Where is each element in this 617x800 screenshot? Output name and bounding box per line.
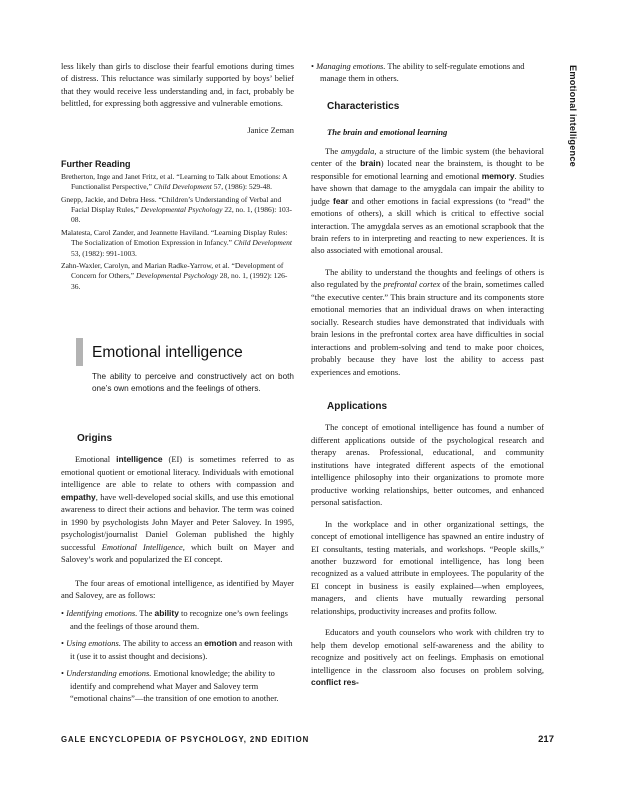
reference-item [61,172,294,193]
keyword: conflict res- [311,677,359,688]
keyword: empathy [61,491,96,502]
text-run: • [311,61,317,71]
italic-text: Child Development [153,182,212,192]
keyword: fear [332,195,349,206]
italic-text: Using emotions. [66,638,121,649]
text-run: . Studies have shown that damage to the amygdala can impair the ability to judge [311,170,544,206]
text-run: 57, (1986): 529-48. [211,182,273,192]
left-column [61,60,294,705]
keyword: emotion [204,638,237,649]
entry-title: Emotional intelligence [92,344,243,362]
text-run: The ability to self-regulate emotions and manage them in others. [320,61,525,84]
italic-text: prefrontal cortex [383,279,441,290]
brain-paragraph [311,266,544,378]
text-run: • [61,608,67,619]
text-run: Malatesta, Carol Zander, and Jeannette Haviland. “Learning Display Rules: The Socialization of Emotion Expression in Infancy.” [61,227,288,248]
italic-text: Developmental Psychology [140,204,223,214]
text-run: ) located near the brainstem, is thought to be responsible for emotional learning and emotional [311,158,544,181]
origins-heading: Origins [77,433,113,444]
text-run: 28, no. 1, (1992): 126-36. [71,271,288,291]
characteristics-heading: Characteristics [327,100,400,112]
text-run: In the workplace and in other organizational settings, the concept of emotional intelligence has spawned an entire industry of EI consultants, testing materials, and workshops. “People skills,” another buzzword for emotional intelligence, has long been recognized as a valued attribute in employees. The popularity of the EI concept in business is easily explained—when employees, managers, and clients have mutually rewarding personal relationships, productivity increases and profits follow. [311,518,544,616]
text-run: Gnepp, Jackie, and Debra Hess. “Children’s Understanding of Verbal and Facial Display Rules,” [61,194,282,214]
text-run: , have well-developed social skills, and use this emotional awareness to direct their actions and behavior. The term was coined in 1990 by psychologists John Mayer and Peter Salovey. In 1995, psychologist/journalist Daniel Goleman published the highly successful [61,491,294,552]
italic-text: Child Development [233,238,292,248]
text-run: less likely than girls to disclose their fearful emotions during times of distress. This reluctance was similarly supported by boys’ belief that they would receive less understanding and, in fact, probably be belittled, for expressing both aggressive and vulnerable emotions. [61,61,294,109]
text-run: The [325,145,342,156]
text-run: , a structure of the limbic system (the behavioral center of the [311,145,544,169]
text-run: and reason with it (use it to assist thought and decisions). [70,638,293,661]
italic-text: Identifying emotions. [66,608,138,619]
text-run: • [61,638,67,649]
keyword: ability [154,608,179,619]
italic-text: Emotional Intelligence [101,541,183,552]
applications-paragraph [311,518,544,618]
origins-paragraph [61,577,294,602]
right-column [311,60,544,688]
keyword: memory [481,170,515,181]
reference-item [61,261,294,292]
list-item [61,667,294,704]
text-run: Zahn-Waxler, Carolyn, and Marian Radke-Yarrow, et al. “Development of Concern for Others,” [61,260,284,281]
list-item [61,607,294,632]
text-run: to recognize one’s own feelings and the feelings of those around them. [70,608,288,631]
text-run: Emotional knowledge; the ability to identify and comprehend what Mayer and Salovey term “emotional chains”—the transition of one emotion to another. [70,668,279,704]
text-run: Educators and youth counselors who work with children try to help them develop emotional self-awareness and the ability to recognize and positively act on feelings. Emphasis on emotional intelligence in the classroom also focuses on problem solving, [311,627,544,675]
text-run: The [137,608,155,619]
applications-paragraph [311,421,544,508]
text-run: of the brain, sometimes called “the executive center.” This brain structure and its components store emotional memories that an individual draws on when interacting socially. Research studies have demonstrated that individuals with brain lesions in the prefrontal cortex area have difficulties in social interactions and problem-solving and tend to make poor choices, probably because they have lost the ability to access past experiences and emotions. [311,279,544,377]
entry-definition: The ability to perceive and constructively act on both one’s own emotions and the feelings of others. [92,372,294,393]
reference-item [61,195,294,226]
text-run: The ability to access an [120,638,205,649]
text-run: The ability to understand the thoughts and feelings of others is also regulated by the [311,266,544,290]
paragraph [61,60,294,110]
brain-subheading: The brain and emotional learning [327,127,448,138]
text-run: Bretherton, Inge and Janet Fritz, et al. “Learning to Talk about Emotions: A Functionalist Perspective,” [61,171,288,192]
text-run: • [61,668,67,679]
list-item [61,637,294,662]
italic-text: Developmental Psychology [135,271,218,281]
text-run: Emotional [75,454,117,465]
keyword: intelligence [116,454,163,465]
text-run: 53, (1982): 991-1003. [71,248,137,258]
applications-heading: Applications [327,400,388,412]
page-footer [61,735,554,749]
page-number: 217 [538,734,554,745]
keyword: brain [360,158,381,169]
reference-item [61,228,294,259]
italic-text: Managing emotions. [316,61,386,71]
entry-header [76,338,294,394]
publication-title: GALE ENCYCLOPEDIA OF PSYCHOLOGY, 2ND EDITION [61,735,310,744]
italic-text: Understanding emotions. [66,668,152,679]
text-run: (EI) is sometimes referred to as emotional quotient or emotional literacy. Individuals with emotional intelligence are able to relate to others with compassion and [61,454,295,490]
origins-paragraph [61,453,294,565]
text-run: and other emotions in facial expressions (to “read” the emotions of others), a skill which is critical to effective social interaction. The amygdala serves as an emotional scrapbook that the brain refers to in interpreting and reacting to new experiences. It is also associated with emotional arousal. [311,195,545,256]
author-signature: Janice Zeman [247,124,294,135]
list-item [311,60,544,85]
applications-paragraph [311,626,544,688]
text-run: 22, no. 1, (1986): 103-08. [71,204,293,225]
text-run: , which built on Mayer and Salovey’s work and popularized the EI concept. [61,541,294,565]
brain-paragraph [311,145,544,257]
section-side-tab [566,65,580,167]
italic-text: amygdala [341,145,375,156]
entry-bar-decoration [76,338,83,366]
text-run: The four areas of emotional intelligence, as identified by Mayer and Salovey, are as follows: [61,577,294,600]
further-reading-heading: Further Reading [61,159,131,170]
side-tab-label: Emotional intelligence [568,65,578,167]
text-run: The concept of emotional intelligence has found a number of different applications outside of the psychological research and therapy arenas. Professional, educational, and community institutions have integrated different aspects of the emotional intelligence philosophy into their organizations to promote more productive working relationships, better outcomes, and enhanced personal satisfaction. [311,422,544,508]
